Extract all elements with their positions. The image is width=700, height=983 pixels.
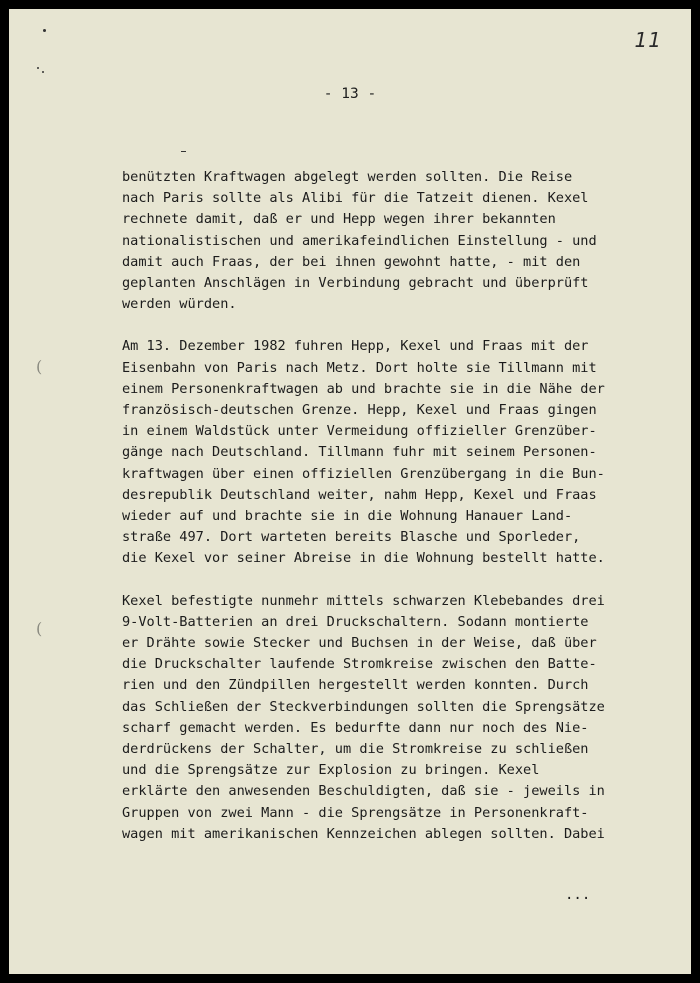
scan-speck [42, 71, 44, 73]
scan-speck [37, 67, 39, 69]
paragraph-3 [122, 591, 662, 845]
text-line: benützten Kraftwagen abgelegt werden sollten. Die Reise [122, 169, 573, 185]
scan-speck [43, 29, 46, 32]
text-line: werden würden. [122, 296, 237, 313]
paragraph-1 [122, 167, 662, 315]
text-line: Eisenbahn von Paris nach Metz. Dort holte sie Tillmann mit [122, 359, 597, 376]
text-line: 9-Volt-Batterien an drei Druckschaltern. Sodann montierte [122, 613, 589, 630]
text-line: rien und den Zündpillen hergestellt werden konnten. Durch [122, 677, 589, 694]
text-line: geplanten Anschlägen in Verbindung gebracht und überprüft [122, 275, 589, 292]
text-line: in einem Waldstück unter Vermeidung offizieller Grenzüber- [122, 423, 597, 440]
text-line: nationalistischen und amerikafeindlichen Einstellung - und [122, 232, 597, 249]
text-line: scharf gemacht werden. Es bedurfte dann nur noch des Nie- [122, 719, 589, 736]
text-line: nach Paris sollte als Alibi für die Tatzeit dienen. Kexel [122, 190, 589, 207]
text-line: die Kexel vor seiner Abreise in die Wohnung bestellt hatte. [122, 550, 605, 567]
page-number: - 13 - [323, 86, 377, 102]
folio-number: 11 [634, 28, 662, 52]
scan-speck [181, 151, 186, 152]
text-line: erklärte den anwesenden Beschuldigten, daß sie - jeweils in [122, 783, 605, 800]
text-line: derdrückens der Schalter, um die Stromkreise zu schließen [122, 741, 589, 758]
text-line: und die Sprengsätze zur Explosion zu bringen. Kexel [122, 762, 540, 779]
continuation-mark: ... [565, 887, 591, 903]
body-text [122, 167, 662, 845]
text-line: straße 497. Dort warteten bereits Blasche und Sporleder, [122, 529, 581, 546]
text-line: wagen mit amerikanischen Kennzeichen ablegen sollten. Dabei [122, 825, 605, 842]
text-line: französisch-deutschen Grenze. Hepp, Kexel und Fraas gingen [122, 402, 597, 419]
margin-mark: ( [36, 357, 43, 376]
margin-mark: ( [36, 619, 43, 638]
text-line: wieder auf und brachte sie in die Wohnung Hanauer Land- [122, 508, 573, 525]
text-line: desrepublik Deutschland weiter, nahm Hepp, Kexel und Fraas [122, 486, 597, 503]
text-line: die Druckschalter laufende Stromkreise zwischen den Batte- [122, 656, 597, 673]
text-line: das Schließen der Steckverbindungen sollten die Sprengsätze [122, 698, 605, 715]
text-line: kraftwagen über einen offiziellen Grenzübergang in die Bun- [122, 465, 605, 482]
text-line: Gruppen von zwei Mann - die Sprengsätze in Personenkraft- [122, 804, 589, 821]
text-line: er Drähte sowie Stecker und Buchsen in der Weise, daß über [122, 635, 597, 652]
paragraph-2 [122, 336, 662, 569]
text-line: damit auch Fraas, der bei ihnen gewohnt hatte, - mit den [122, 253, 581, 270]
text-line: Am 13. Dezember 1982 fuhren Hepp, Kexel und Fraas mit der [122, 338, 589, 355]
text-line: rechnete damit, daß er und Hepp wegen ihrer bekannten [122, 211, 556, 228]
text-line: Kexel befestigte nunmehr mittels schwarzen Klebebandes drei [122, 592, 605, 609]
text-line: gänge nach Deutschland. Tillmann fuhr mit seinem Personen- [122, 444, 597, 461]
text-line: einem Personenkraftwagen ab und brachte sie in die Nähe der [122, 380, 605, 397]
